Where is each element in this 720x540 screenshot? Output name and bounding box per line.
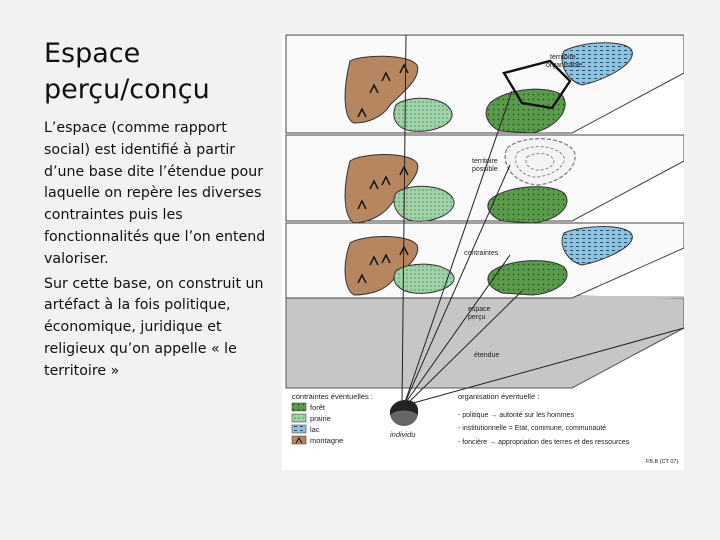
legend-title: contraintes éventuelles : [292, 392, 373, 401]
legend-meadow [292, 414, 331, 423]
organisation-item-3: - foncière → appropriation des terres et des ressources [458, 439, 630, 446]
label-etendue: étendue [474, 352, 500, 359]
slide-title [44, 36, 274, 108]
diagram-credit: FB.B (CT 07) [646, 459, 679, 465]
body-paragraph-2: Sur cette base, on construit un artéfact à la fois politique, économique, juridique et religieux qu’on appelle « le territoire » [44, 275, 264, 379]
legend-label-forest: forêt [310, 403, 326, 412]
organisation-item-2: - institutionnelle = Etat, commune, communauté [458, 425, 607, 432]
legend-mountain [292, 436, 343, 445]
organisation-title: organisation éventuelle : [458, 392, 540, 401]
slide-body [44, 118, 272, 386]
label-contraintes: contraintes [464, 250, 499, 257]
label-espace-percu-1: espace [468, 306, 491, 313]
legend-lake [292, 425, 320, 434]
slide-title-line-1: Espace [44, 38, 141, 69]
legend-label-lake: lac [310, 425, 320, 434]
individual-head-icon [390, 400, 418, 426]
diagram-svg [282, 33, 684, 470]
slide-title-line-2: perçu/conçu [44, 74, 210, 105]
organisation-item-1: - politique → autorité sur les hommes [458, 412, 574, 419]
label-territoire-possible-1: territoire [472, 158, 498, 165]
label-territoire-organisable-2: organisable [546, 62, 583, 69]
body-paragraph-1: L’espace (comme rapport social) est identifié à partir d’une base dite l’étendue pour laquelle on repère les diverses contraintes puis les fonctionnalités que l’on entend valoriser. [44, 120, 266, 267]
label-individu: individu [390, 430, 416, 439]
label-territoire-possible-2: possible [472, 166, 498, 173]
territory-diagram [282, 33, 684, 470]
legend-label-meadow: prairie [310, 414, 331, 423]
label-territoire-organisable-1: territoire [550, 54, 576, 61]
label-espace-percu-2: perçu [468, 314, 486, 321]
legend-label-mountain: montagne [310, 436, 344, 445]
legend-forest [292, 403, 326, 412]
